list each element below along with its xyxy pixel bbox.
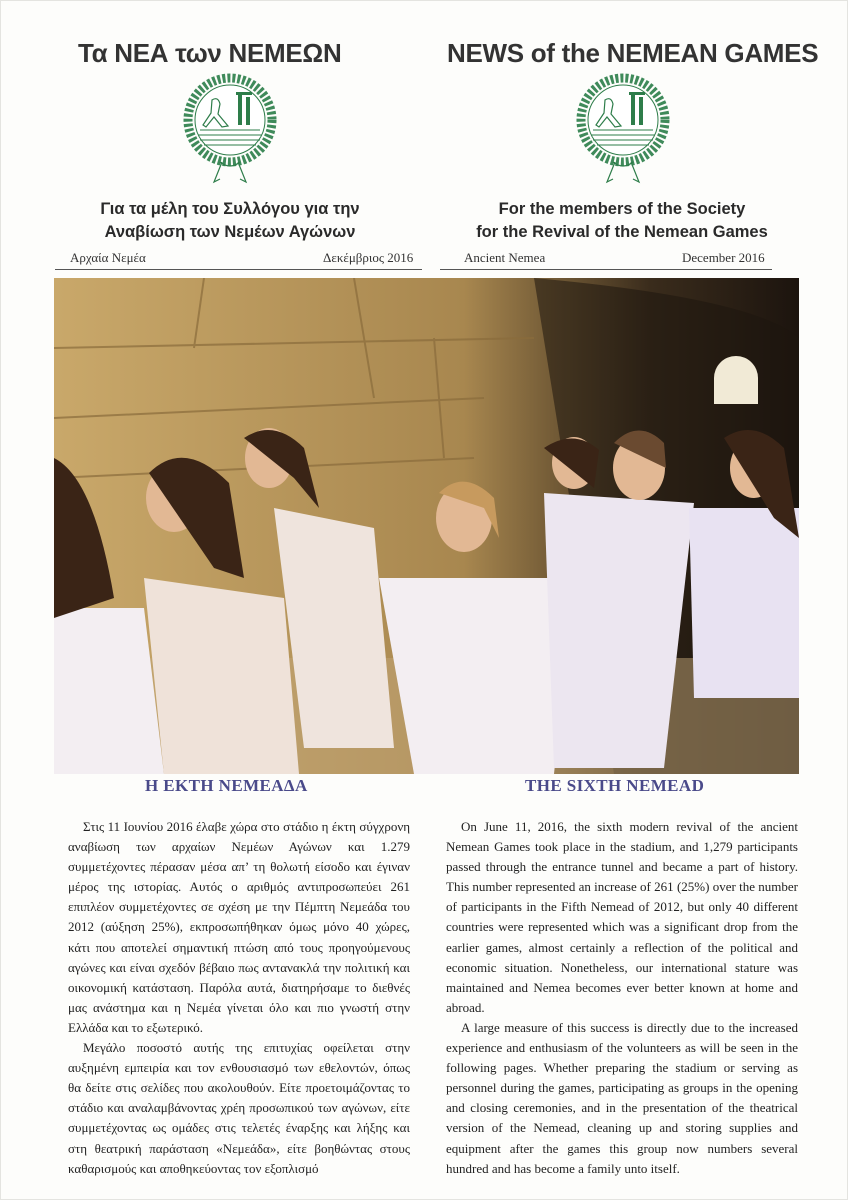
subtitle-line: for the Revival of the Nemean Games <box>476 223 768 241</box>
laurel-wreath-logo-icon <box>180 70 280 190</box>
issue-date-english: December 2016 <box>682 250 765 265</box>
article-body-greek <box>68 817 410 1179</box>
subtitle-line: For the members of the Society <box>498 200 746 218</box>
photo-girls-in-tunnel-icon <box>54 278 799 774</box>
place-greek: Αρχαία Νεμέα <box>70 250 146 265</box>
paragraph: Στις 11 Ιουνίου 2016 έλαβε χώρα στο στάδιο η έκτη σύγχρονη αναβίωση των αρχαίων Νεμέων Αγώνων και 1.279 συμμετέχοντες πέρασαν μέσα απ’ τη θολωτή είσοδο και έγιναν μέρος της ιστορίας. Αυτός ο αριθμός αντιπροσωπεύει 261 επιπλέον συμμετέχοντες σε σχέση με την Πέμπτη Νεμεάδα του 2012 (αύξηση 25%), εκπροσωπήθηκαν όμως μόνο 40 χώρες, κάτι που αποτελεί σημαντική πτώση από τους προηγούμενους αγώνες και είναι σχεδόν βέβαιο πως αντανακλά την πολιτική και οικονομική κατάσταση. Παρόλα αυτά, διατηρήσαμε το διεθνές μας ανάστημα και η Νεμέα γίνεται όλο και πιο γνωστή στην Ελλάδα και το εξωτερικό. <box>68 819 410 1035</box>
laurel-wreath-logo-icon <box>573 70 673 190</box>
cover-photo <box>54 278 799 774</box>
paragraph: A large measure of this success is directly due to the increased experience and enthusiasm of the volunteers as will be seen in the following pages. Whether preparing the stadium or serving as personnel during the games, participating as groups in the opening and closing ceremonies, and in the presentation of the theatrical version of the Nemead, cleaning up and storing supplies and equipment after the games this group now numbers several hundred and has become a family unto itself. <box>446 1019 798 1176</box>
paragraph: Μεγάλο ποσοστό αυτής της επιτυχίας οφείλεται στην αυξημένη εμπειρία και τον ενθουσιασμό των εθελοντών, όπως θα δείτε στις σελίδες που ακολουθούν. Είτε προετοιμάζοντας το στάδιο και αναλαμβάνοντας χρέη προσωπικού των αγώνων, είτε συμμετέχοντας ως ομάδες στις τελετές έναρξης και λήξης και στη θεατρική παράσταση «Νεμεάδα», είτε βοηθώντας στους καθαρισμούς και αποθηκεύοντας τον εξοπλισμό <box>68 1040 410 1176</box>
masthead-title-greek: Τα ΝΕΑ των ΝΕΜΕΩΝ <box>78 38 342 68</box>
paragraph: On June 11, 2016, the sixth modern revival of the ancient Nemean Games took place in the stadium, and 1,279 participants passed through the entrance tunnel and became a part of history. This number represented an increase of 261 (25%) over the number of participants in the Fifth Nemead of 2012, but only 40 different countries were represented which was a significant drop from the earlier games, almost certainly a reflection of the political and economic situation. Nonetheless, our international stature was maintained and Nemea becomes ever better known at home and abroad. <box>446 819 798 1015</box>
place-english: Ancient Nemea <box>464 250 546 265</box>
subtitle-line: Για τα μέλη του Συλλόγου για την <box>100 200 360 218</box>
article-body-english <box>446 817 798 1179</box>
divider <box>55 269 422 270</box>
subtitle-line: Αναβίωση των Νεμέων Αγώνων <box>104 223 356 241</box>
divider <box>440 269 772 270</box>
article-heading-greek: Η ΕΚΤΗ ΝΕΜΕΑΔΑ <box>145 776 308 795</box>
masthead-title-english: NEWS of the NEMEAN GAMES <box>447 38 819 68</box>
masthead-subtitle-english <box>462 198 782 244</box>
masthead-subtitle-greek <box>70 198 390 244</box>
article-heading-english: THE SIXTH NEMEAD <box>525 776 705 795</box>
issue-date-greek: Δεκέμβριος 2016 <box>323 250 414 265</box>
